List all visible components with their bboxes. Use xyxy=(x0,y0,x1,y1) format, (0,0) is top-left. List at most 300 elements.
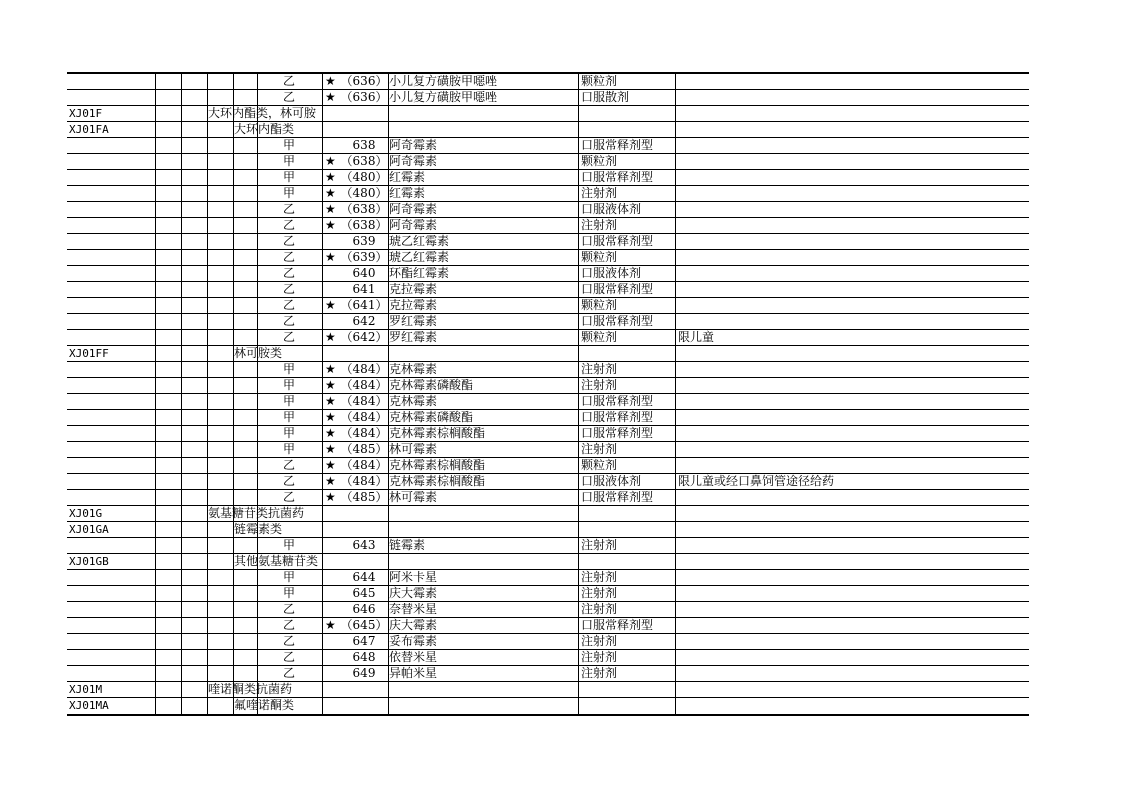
grid-line xyxy=(578,202,579,217)
grid-line xyxy=(257,442,258,457)
grid-line xyxy=(207,474,208,489)
grid-line xyxy=(181,426,182,441)
grid-line xyxy=(155,122,156,137)
grid-line xyxy=(322,154,323,169)
coverage-class: 甲 xyxy=(282,394,295,408)
grid-line xyxy=(257,282,258,297)
grid-line xyxy=(155,346,156,361)
grid-line xyxy=(207,442,208,457)
drug-number: 645 xyxy=(352,586,376,600)
drug-number: 643 xyxy=(352,538,376,552)
coverage-class: 乙 xyxy=(282,458,295,472)
dosage-form: 注射剂 xyxy=(581,186,618,200)
grid-line xyxy=(155,74,156,89)
grid-line xyxy=(388,362,389,377)
category-code: XJ01GA xyxy=(69,523,109,536)
category-row xyxy=(67,346,1029,362)
grid-line xyxy=(181,330,182,345)
grid-line xyxy=(578,426,579,441)
grid-line xyxy=(181,250,182,265)
drug-row xyxy=(67,458,1029,474)
drug-name: 奈替米星 xyxy=(389,602,438,616)
grid-line xyxy=(388,570,389,585)
grid-line xyxy=(322,106,323,121)
grid-line xyxy=(578,234,579,249)
category-row xyxy=(67,122,1029,138)
grid-line xyxy=(181,650,182,665)
coverage-class: 乙 xyxy=(282,634,295,648)
coverage-class: 乙 xyxy=(282,298,295,312)
grid-line xyxy=(675,330,676,345)
grid-line xyxy=(322,250,323,265)
drug-row xyxy=(67,234,1029,250)
grid-line xyxy=(578,346,579,361)
grid-line xyxy=(207,650,208,665)
grid-line xyxy=(155,282,156,297)
grid-line xyxy=(155,650,156,665)
grid-line xyxy=(257,154,258,169)
grid-line xyxy=(675,506,676,521)
coverage-class: 乙 xyxy=(282,314,295,328)
star-icon: ★ xyxy=(325,330,336,344)
grid-line xyxy=(155,458,156,473)
grid-line xyxy=(181,298,182,313)
grid-line xyxy=(155,586,156,601)
category-name: 大环内酯类，林可胺 xyxy=(208,106,317,120)
star-icon: ★ xyxy=(325,426,336,440)
grid-line xyxy=(207,538,208,553)
grid-line xyxy=(155,314,156,329)
drug-number xyxy=(339,682,389,697)
grid-line xyxy=(322,202,323,217)
grid-line xyxy=(675,314,676,329)
grid-line xyxy=(578,698,579,714)
grid-line xyxy=(155,442,156,457)
drug-number xyxy=(339,554,389,569)
coverage-class: 乙 xyxy=(282,218,295,232)
drug-number: （484） xyxy=(340,362,388,376)
drug-number: （484） xyxy=(340,458,388,472)
grid-line xyxy=(388,666,389,681)
grid-line xyxy=(207,602,208,617)
star-icon: ★ xyxy=(325,618,336,632)
category-code: XJ01F xyxy=(69,107,103,120)
grid-line xyxy=(233,74,234,89)
category-row xyxy=(67,522,1029,538)
grid-line xyxy=(322,586,323,601)
grid-line xyxy=(181,634,182,649)
grid-line xyxy=(388,506,389,521)
grid-line xyxy=(233,570,234,585)
grid-line xyxy=(578,330,579,345)
grid-line xyxy=(322,170,323,185)
grid-line xyxy=(257,266,258,281)
drug-name: 红霉素 xyxy=(389,186,426,200)
dosage-form: 注射剂 xyxy=(581,218,618,232)
drug-number: 638 xyxy=(352,138,376,152)
dosage-form: 口服液体剂 xyxy=(581,474,642,488)
grid-line xyxy=(388,410,389,425)
grid-line xyxy=(207,170,208,185)
grid-line xyxy=(388,442,389,457)
grid-line xyxy=(322,602,323,617)
drug-number: 642 xyxy=(352,314,376,328)
category-code: XJ01MA xyxy=(69,699,109,712)
grid-line xyxy=(155,378,156,393)
dosage-form: 口服常释剂型 xyxy=(581,282,654,296)
grid-line xyxy=(233,490,234,505)
grid-line xyxy=(207,634,208,649)
coverage-class: 乙 xyxy=(282,266,295,280)
grid-line xyxy=(578,314,579,329)
grid-line xyxy=(233,202,234,217)
category-code: XJ01M xyxy=(69,683,103,696)
coverage-class: 乙 xyxy=(282,250,295,264)
grid-line xyxy=(233,234,234,249)
grid-line xyxy=(155,90,156,105)
grid-line xyxy=(322,330,323,345)
grid-line xyxy=(207,522,208,537)
grid-line xyxy=(322,74,323,89)
grid-line xyxy=(155,170,156,185)
star-icon: ★ xyxy=(325,218,336,232)
drug-number: 640 xyxy=(352,266,376,280)
grid-line xyxy=(233,378,234,393)
drug-number: （480） xyxy=(340,186,388,200)
grid-line xyxy=(181,282,182,297)
grid-line xyxy=(233,362,234,377)
grid-line xyxy=(675,122,676,137)
grid-line xyxy=(233,602,234,617)
grid-line xyxy=(257,490,258,505)
grid-line xyxy=(675,666,676,681)
grid-line xyxy=(322,666,323,681)
grid-line xyxy=(322,186,323,201)
drug-row xyxy=(67,250,1029,266)
grid-line xyxy=(388,538,389,553)
grid-line xyxy=(675,698,676,714)
grid-line xyxy=(388,602,389,617)
grid-line xyxy=(207,666,208,681)
grid-line xyxy=(675,570,676,585)
grid-line xyxy=(388,282,389,297)
grid-line xyxy=(388,202,389,217)
grid-line xyxy=(388,90,389,105)
grid-line xyxy=(207,138,208,153)
grid-line xyxy=(322,474,323,489)
dosage-form: 口服常释剂型 xyxy=(581,618,654,632)
grid-line xyxy=(207,586,208,601)
grid-line xyxy=(322,218,323,233)
grid-line xyxy=(181,458,182,473)
dosage-form: 口服常释剂型 xyxy=(581,410,654,424)
grid-line xyxy=(675,378,676,393)
grid-line xyxy=(257,314,258,329)
drug-row xyxy=(67,378,1029,394)
grid-line xyxy=(578,282,579,297)
drug-name: 庆大霉素 xyxy=(389,618,438,632)
drug-row xyxy=(67,426,1029,442)
grid-line xyxy=(207,234,208,249)
drug-row xyxy=(67,650,1029,666)
grid-line xyxy=(207,218,208,233)
grid-line xyxy=(388,298,389,313)
star-icon: ★ xyxy=(325,474,336,488)
grid-line xyxy=(578,474,579,489)
drug-row xyxy=(67,282,1029,298)
grid-line xyxy=(207,394,208,409)
grid-line xyxy=(388,522,389,537)
grid-line xyxy=(257,634,258,649)
grid-line xyxy=(578,266,579,281)
grid-line xyxy=(155,330,156,345)
grid-line xyxy=(675,442,676,457)
grid-line xyxy=(181,170,182,185)
grid-line xyxy=(675,474,676,489)
grid-line xyxy=(181,586,182,601)
grid-line xyxy=(578,570,579,585)
grid-line xyxy=(675,554,676,569)
dosage-form: 口服常释剂型 xyxy=(581,314,654,328)
grid-line xyxy=(578,410,579,425)
grid-line xyxy=(233,330,234,345)
drug-number: （484） xyxy=(340,378,388,392)
category-row xyxy=(67,682,1029,698)
grid-line xyxy=(257,250,258,265)
grid-line xyxy=(322,682,323,697)
grid-line xyxy=(322,234,323,249)
category-row xyxy=(67,106,1029,122)
grid-line xyxy=(322,90,323,105)
remark: 限儿童或经口鼻饲管途径给药 xyxy=(678,474,835,488)
grid-line xyxy=(675,170,676,185)
grid-line xyxy=(155,602,156,617)
drug-name: 克林霉素棕榈酸酯 xyxy=(389,458,486,472)
grid-line xyxy=(181,154,182,169)
grid-line xyxy=(257,394,258,409)
grid-line xyxy=(322,410,323,425)
grid-line xyxy=(155,666,156,681)
category-code: XJ01GB xyxy=(69,555,109,568)
grid-line xyxy=(388,682,389,697)
grid-line xyxy=(233,138,234,153)
grid-line xyxy=(155,154,156,169)
coverage-class: 乙 xyxy=(282,490,295,504)
grid-line xyxy=(181,618,182,633)
grid-line xyxy=(322,570,323,585)
drug-number: （484） xyxy=(340,410,388,424)
dosage-form: 颗粒剂 xyxy=(581,250,618,264)
grid-line xyxy=(675,618,676,633)
grid-line xyxy=(388,346,389,361)
grid-line xyxy=(578,586,579,601)
dosage-form: 颗粒剂 xyxy=(581,458,618,472)
grid-line xyxy=(257,570,258,585)
coverage-class: 乙 xyxy=(282,474,295,488)
grid-line xyxy=(388,266,389,281)
grid-line xyxy=(388,330,389,345)
grid-line xyxy=(155,298,156,313)
coverage-class: 乙 xyxy=(282,234,295,248)
grid-line xyxy=(155,138,156,153)
grid-line xyxy=(207,282,208,297)
grid-line xyxy=(322,314,323,329)
grid-line xyxy=(388,154,389,169)
grid-line xyxy=(675,426,676,441)
coverage-class: 甲 xyxy=(282,410,295,424)
drug-name: 克林霉素 xyxy=(389,362,438,376)
grid-line xyxy=(388,314,389,329)
grid-line xyxy=(578,378,579,393)
grid-line xyxy=(322,298,323,313)
grid-line xyxy=(578,682,579,697)
grid-line xyxy=(257,170,258,185)
grid-line xyxy=(155,506,156,521)
grid-line xyxy=(675,394,676,409)
grid-line xyxy=(207,458,208,473)
drug-name: 阿奇霉素 xyxy=(389,154,438,168)
coverage-class: 乙 xyxy=(282,602,295,616)
grid-line xyxy=(388,378,389,393)
coverage-class: 甲 xyxy=(282,186,295,200)
grid-line xyxy=(322,650,323,665)
grid-line xyxy=(181,442,182,457)
dosage-form: 口服散剂 xyxy=(581,90,630,104)
star-icon: ★ xyxy=(325,410,336,424)
grid-line xyxy=(675,74,676,89)
drug-row xyxy=(67,330,1029,346)
drug-row xyxy=(67,410,1029,426)
drug-name: 罗红霉素 xyxy=(389,330,438,344)
grid-line xyxy=(207,554,208,569)
grid-line xyxy=(181,666,182,681)
grid-line xyxy=(388,490,389,505)
grid-line xyxy=(388,426,389,441)
drug-number: （636） xyxy=(340,74,388,88)
grid-line xyxy=(578,650,579,665)
grid-line xyxy=(233,666,234,681)
grid-line xyxy=(233,474,234,489)
coverage-class: 甲 xyxy=(282,154,295,168)
drug-number: （484） xyxy=(340,474,388,488)
grid-line xyxy=(675,586,676,601)
grid-line xyxy=(207,250,208,265)
grid-line xyxy=(675,682,676,697)
drug-name: 克拉霉素 xyxy=(389,282,438,296)
drug-name: 克林霉素棕榈酸酯 xyxy=(389,474,486,488)
grid-line xyxy=(207,570,208,585)
drug-number: （485） xyxy=(340,490,388,504)
grid-line xyxy=(257,410,258,425)
grid-line xyxy=(181,90,182,105)
grid-line xyxy=(181,138,182,153)
coverage-class: 甲 xyxy=(282,170,295,184)
grid-line xyxy=(181,522,182,537)
grid-line xyxy=(181,474,182,489)
grid-line xyxy=(388,618,389,633)
dosage-form: 注射剂 xyxy=(581,634,618,648)
grid-line xyxy=(181,570,182,585)
grid-line xyxy=(578,298,579,313)
category-code: XJ01FA xyxy=(69,123,109,136)
grid-line xyxy=(233,298,234,313)
drug-row xyxy=(67,666,1029,682)
grid-line xyxy=(257,218,258,233)
grid-line xyxy=(322,426,323,441)
drug-number xyxy=(339,346,389,361)
grid-line xyxy=(233,458,234,473)
star-icon: ★ xyxy=(325,74,336,88)
category-name: 大环内酯类 xyxy=(234,122,295,136)
drug-row xyxy=(67,74,1029,90)
grid-line xyxy=(578,490,579,505)
drug-number: （638） xyxy=(340,202,388,216)
grid-line xyxy=(675,218,676,233)
star-icon: ★ xyxy=(325,250,336,264)
coverage-class: 甲 xyxy=(282,378,295,392)
drug-row xyxy=(67,394,1029,410)
grid-line xyxy=(181,218,182,233)
drug-name: 庆大霉素 xyxy=(389,586,438,600)
grid-line xyxy=(155,362,156,377)
drug-name: 小儿复方磺胺甲噁唑 xyxy=(389,74,498,88)
drug-number: （484） xyxy=(340,426,388,440)
grid-line xyxy=(675,410,676,425)
grid-line xyxy=(257,602,258,617)
drug-number: （484） xyxy=(340,394,388,408)
category-row xyxy=(67,554,1029,570)
grid-line xyxy=(388,74,389,89)
grid-line xyxy=(322,522,323,537)
grid-line xyxy=(181,106,182,121)
drug-name: 阿奇霉素 xyxy=(389,218,438,232)
grid-line xyxy=(388,106,389,121)
star-icon: ★ xyxy=(325,442,336,456)
drug-name: 林可霉素 xyxy=(389,442,438,456)
grid-line xyxy=(322,634,323,649)
drug-number: 646 xyxy=(352,602,376,616)
grid-line xyxy=(578,538,579,553)
star-icon: ★ xyxy=(325,170,336,184)
drug-name: 小儿复方磺胺甲噁唑 xyxy=(389,90,498,104)
grid-line xyxy=(181,266,182,281)
grid-line xyxy=(675,650,676,665)
grid-line xyxy=(388,170,389,185)
grid-line xyxy=(155,266,156,281)
grid-line xyxy=(388,234,389,249)
grid-line xyxy=(388,474,389,489)
grid-line xyxy=(155,490,156,505)
coverage-class: 乙 xyxy=(282,618,295,632)
drug-name: 克林霉素磷酸酯 xyxy=(389,410,474,424)
grid-line xyxy=(233,90,234,105)
grid-line xyxy=(257,90,258,105)
coverage-class: 乙 xyxy=(282,330,295,344)
grid-line xyxy=(578,666,579,681)
grid-line xyxy=(257,234,258,249)
grid-line xyxy=(322,266,323,281)
grid-line xyxy=(578,170,579,185)
grid-line xyxy=(322,554,323,569)
grid-line xyxy=(322,282,323,297)
grid-line xyxy=(257,330,258,345)
star-icon: ★ xyxy=(325,186,336,200)
drug-row xyxy=(67,186,1029,202)
drug-name: 环酯红霉素 xyxy=(389,266,450,280)
grid-line xyxy=(207,202,208,217)
coverage-class: 乙 xyxy=(282,666,295,680)
grid-line xyxy=(675,106,676,121)
